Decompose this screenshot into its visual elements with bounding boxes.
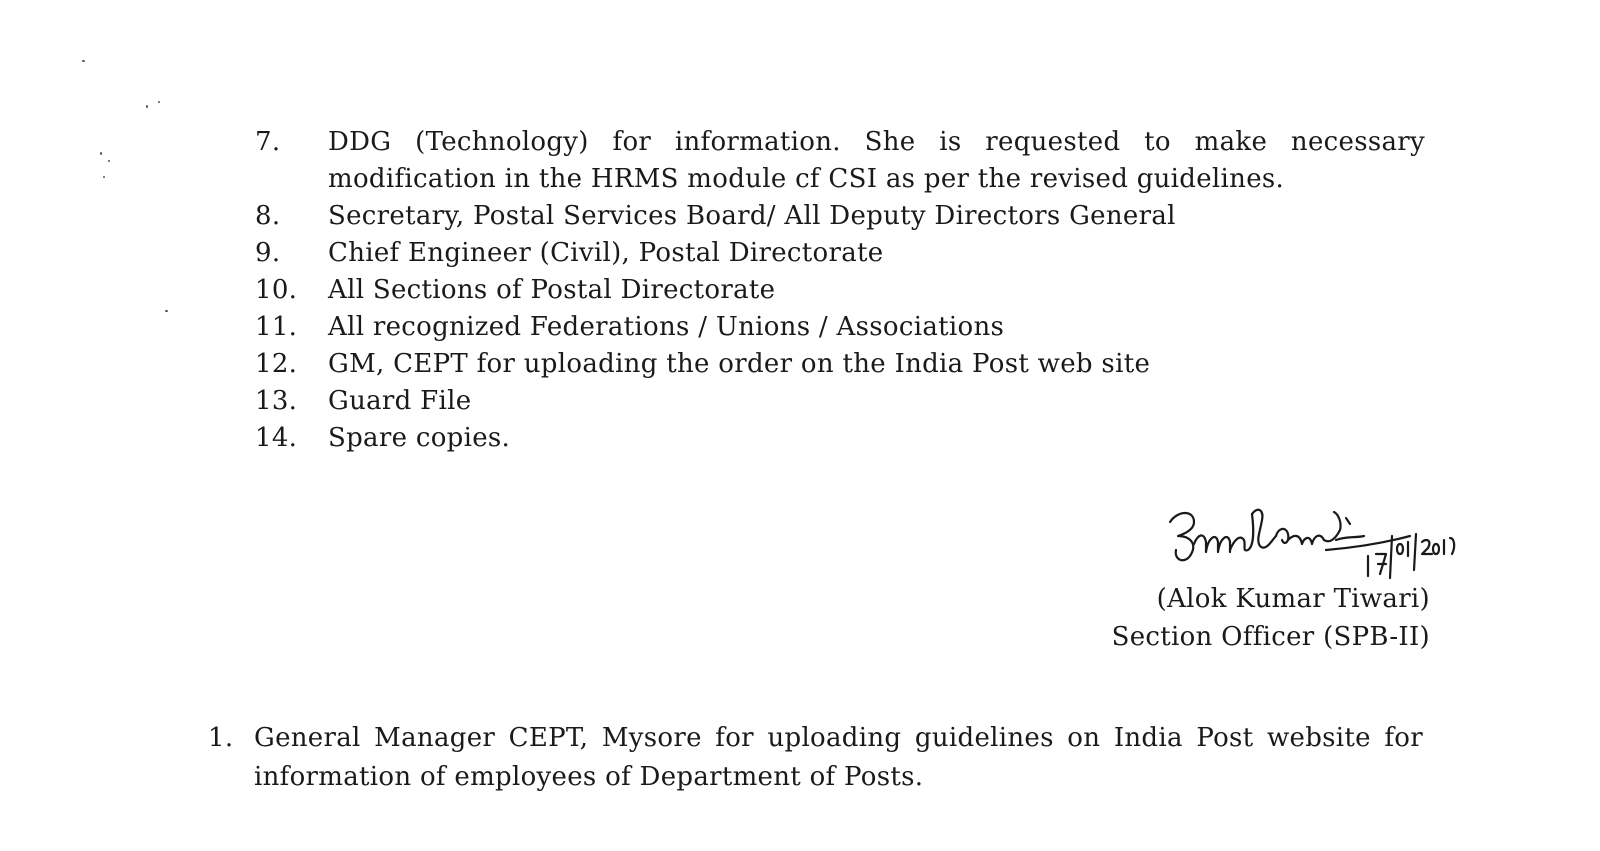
- scan-speck: [146, 105, 148, 108]
- list-item: [255, 272, 1425, 309]
- signatory-name: (Alok Kumar Tiwari): [1156, 584, 1430, 614]
- scan-speck: [165, 310, 168, 312]
- list-item-text: All recognized Federations / Unions / Associations: [328, 312, 1005, 342]
- list-item-text: GM, CEPT for uploading the order on the India Post web site: [328, 349, 1151, 379]
- list-item: [255, 198, 1425, 235]
- list-item: [255, 235, 1425, 272]
- list-item-text: All Sections of Postal Directorate: [328, 275, 776, 305]
- list-item-text: Spare copies.: [328, 423, 511, 453]
- list-item-number: 8.: [255, 201, 281, 231]
- scan-speck: [158, 101, 160, 103]
- list-item: [255, 346, 1425, 383]
- signatory-block: [1112, 580, 1430, 656]
- scan-speck: [103, 176, 105, 178]
- list-item-text: Guard File: [328, 386, 472, 416]
- distribution-list: [255, 124, 1425, 457]
- footer-list: [208, 719, 1423, 797]
- signatory-designation: Section Officer (SPB-II): [1111, 622, 1430, 652]
- list-item-number: 9.: [255, 238, 281, 268]
- list-item-number: 14.: [255, 423, 298, 453]
- scan-speck: [108, 160, 110, 162]
- list-item-number: 7.: [255, 127, 281, 157]
- list-item: [255, 383, 1425, 420]
- list-item: [255, 309, 1425, 346]
- list-item-number: 13.: [255, 386, 298, 416]
- list-item-text: Chief Engineer (Civil), Postal Directorate: [328, 238, 884, 268]
- scan-speck: [82, 60, 85, 62]
- list-item: [255, 124, 1425, 198]
- list-item-number: 1.: [208, 723, 234, 753]
- list-item: [255, 420, 1425, 457]
- list-item-text: General Manager CEPT, Mysore for uploading guidelines on India Post website for information of employees of Department of Posts.: [254, 723, 1423, 792]
- list-item-text: Secretary, Postal Services Board/ All Deputy Directors General: [328, 201, 1176, 231]
- scan-speck: [100, 152, 102, 155]
- list-item: [208, 719, 1423, 797]
- list-item-text: DDG (Technology) for information. She is requested to make necessary modification in the HRMS module cf CSI as per the revised guidelines.: [328, 127, 1425, 194]
- list-item-number: 12.: [255, 349, 298, 379]
- list-item-number: 11.: [255, 312, 298, 342]
- list-item-number: 10.: [255, 275, 298, 305]
